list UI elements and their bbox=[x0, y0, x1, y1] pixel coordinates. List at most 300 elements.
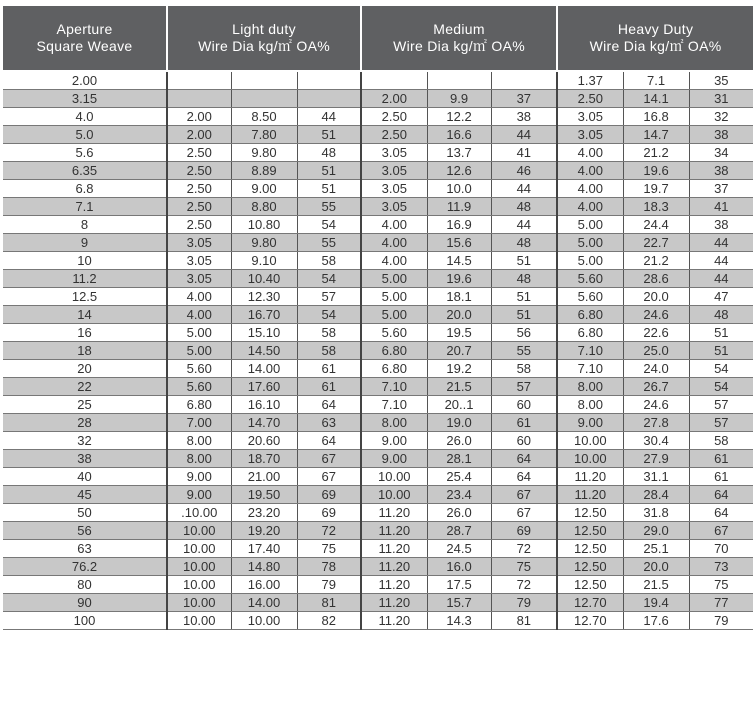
medium-wire-dia-cell: 3.05 bbox=[361, 144, 427, 162]
heavy-wire-dia-cell: 3.05 bbox=[557, 126, 623, 144]
heavy-kg-cell: 22.6 bbox=[623, 324, 689, 342]
light-wire-dia-cell: 4.00 bbox=[167, 288, 231, 306]
light-kg-cell: 10.00 bbox=[231, 612, 297, 630]
header-row bbox=[3, 6, 753, 71]
heavy-kg-cell: 25.1 bbox=[623, 540, 689, 558]
table-row bbox=[3, 450, 753, 468]
medium-wire-dia-cell: 6.80 bbox=[361, 342, 427, 360]
heavy-kg-cell: 14.1 bbox=[623, 90, 689, 108]
heavy-wire-dia-cell: 11.20 bbox=[557, 486, 623, 504]
table-row bbox=[3, 216, 753, 234]
light-oa-cell: 57 bbox=[297, 288, 361, 306]
aperture-cell: 18 bbox=[3, 342, 167, 360]
heavy-wire-dia-cell: 4.00 bbox=[557, 162, 623, 180]
light-kg-cell: 14.50 bbox=[231, 342, 297, 360]
heavy-wire-dia-cell: 7.10 bbox=[557, 342, 623, 360]
heavy-kg-cell: 16.8 bbox=[623, 108, 689, 126]
table-row bbox=[3, 594, 753, 612]
table-row bbox=[3, 378, 753, 396]
heavy-kg-cell: 30.4 bbox=[623, 432, 689, 450]
heavy-wire-dia-cell: 4.00 bbox=[557, 144, 623, 162]
heavy-oa-cell: 58 bbox=[689, 432, 753, 450]
table-row bbox=[3, 108, 753, 126]
heavy-oa-cell: 44 bbox=[689, 252, 753, 270]
table-row bbox=[3, 468, 753, 486]
light-wire-dia-cell: 10.00 bbox=[167, 576, 231, 594]
medium-kg-cell: 25.4 bbox=[427, 468, 491, 486]
light-wire-dia-cell bbox=[167, 90, 231, 108]
medium-kg-cell: 12.2 bbox=[427, 108, 491, 126]
light-wire-dia-cell: 10.00 bbox=[167, 540, 231, 558]
medium-oa-cell: 51 bbox=[491, 306, 557, 324]
medium-kg-cell: 20.0 bbox=[427, 306, 491, 324]
table-row bbox=[3, 144, 753, 162]
aperture-cell: 7.1 bbox=[3, 198, 167, 216]
table-row bbox=[3, 522, 753, 540]
light-oa-cell: 51 bbox=[297, 126, 361, 144]
medium-oa-cell: 55 bbox=[491, 342, 557, 360]
heavy-wire-dia-cell: 5.60 bbox=[557, 288, 623, 306]
medium-kg-cell: 13.7 bbox=[427, 144, 491, 162]
heavy-oa-cell: 77 bbox=[689, 594, 753, 612]
aperture-cell: 10 bbox=[3, 252, 167, 270]
light-oa-cell: 48 bbox=[297, 144, 361, 162]
medium-kg-cell: 19.2 bbox=[427, 360, 491, 378]
light-kg-cell bbox=[231, 71, 297, 90]
heavy-oa-cell: 61 bbox=[689, 450, 753, 468]
light-wire-dia-cell: .10.00 bbox=[167, 504, 231, 522]
heavy-kg-cell: 14.7 bbox=[623, 126, 689, 144]
medium-wire-dia-cell: 11.20 bbox=[361, 612, 427, 630]
medium-oa-cell bbox=[491, 71, 557, 90]
heavy-oa-cell: 32 bbox=[689, 108, 753, 126]
medium-oa-cell: 64 bbox=[491, 450, 557, 468]
medium-wire-dia-cell: 7.10 bbox=[361, 396, 427, 414]
heavy-oa-cell: 38 bbox=[689, 162, 753, 180]
light-oa-cell: 69 bbox=[297, 504, 361, 522]
heavy-kg-cell: 21.5 bbox=[623, 576, 689, 594]
medium-wire-dia-cell: 6.80 bbox=[361, 360, 427, 378]
aperture-cell: 2.00 bbox=[3, 71, 167, 90]
heavy-wire-dia-cell: 10.00 bbox=[557, 450, 623, 468]
heavy-wire-dia-cell: 5.00 bbox=[557, 252, 623, 270]
heavy-kg-cell: 31.8 bbox=[623, 504, 689, 522]
medium-oa-cell: 72 bbox=[491, 540, 557, 558]
light-oa-cell: 75 bbox=[297, 540, 361, 558]
medium-wire-dia-cell: 5.00 bbox=[361, 270, 427, 288]
heavy-oa-cell: 57 bbox=[689, 414, 753, 432]
heavy-oa-cell: 47 bbox=[689, 288, 753, 306]
medium-oa-cell: 67 bbox=[491, 486, 557, 504]
light-oa-cell: 51 bbox=[297, 162, 361, 180]
medium-kg-cell: 28.1 bbox=[427, 450, 491, 468]
light-oa-cell: 79 bbox=[297, 576, 361, 594]
medium-kg-cell: 16.6 bbox=[427, 126, 491, 144]
medium-wire-dia-cell: 11.20 bbox=[361, 504, 427, 522]
heavy-oa-cell: 48 bbox=[689, 306, 753, 324]
heavy-wire-dia-cell: 5.00 bbox=[557, 234, 623, 252]
medium-oa-cell: 69 bbox=[491, 522, 557, 540]
table-row bbox=[3, 162, 753, 180]
table-row bbox=[3, 306, 753, 324]
light-oa-cell: 54 bbox=[297, 270, 361, 288]
aperture-cell: 40 bbox=[3, 468, 167, 486]
light-wire-dia-cell: 10.00 bbox=[167, 594, 231, 612]
light-oa-cell bbox=[297, 71, 361, 90]
light-kg-cell: 8.89 bbox=[231, 162, 297, 180]
heavy-oa-cell: 61 bbox=[689, 468, 753, 486]
medium-kg-cell: 16.0 bbox=[427, 558, 491, 576]
medium-oa-cell: 60 bbox=[491, 396, 557, 414]
light-wire-dia-cell: 2.00 bbox=[167, 126, 231, 144]
heavy-duty-header: Heavy Duty Wire Dia kg/㎡ OA% bbox=[557, 6, 753, 71]
aperture-cell: 6.8 bbox=[3, 180, 167, 198]
light-wire-dia-cell: 6.80 bbox=[167, 396, 231, 414]
medium-wire-dia-cell: 2.50 bbox=[361, 108, 427, 126]
heavy-kg-cell: 24.6 bbox=[623, 396, 689, 414]
heavy-oa-cell: 70 bbox=[689, 540, 753, 558]
heavy-wire-dia-cell: 7.10 bbox=[557, 360, 623, 378]
medium-kg-cell: 21.5 bbox=[427, 378, 491, 396]
medium-wire-dia-cell: 3.05 bbox=[361, 162, 427, 180]
medium-kg-cell: 20..1 bbox=[427, 396, 491, 414]
light-wire-dia-cell: 9.00 bbox=[167, 486, 231, 504]
medium-kg-cell: 24.5 bbox=[427, 540, 491, 558]
medium-wire-dia-cell: 2.00 bbox=[361, 90, 427, 108]
medium-oa-cell: 60 bbox=[491, 432, 557, 450]
heavy-wire-dia-cell: 12.70 bbox=[557, 612, 623, 630]
table-row bbox=[3, 360, 753, 378]
medium-oa-cell: 44 bbox=[491, 216, 557, 234]
heavy-wire-dia-cell: 11.20 bbox=[557, 468, 623, 486]
medium-oa-cell: 44 bbox=[491, 180, 557, 198]
heavy-oa-cell: 57 bbox=[689, 396, 753, 414]
medium-oa-cell: 61 bbox=[491, 414, 557, 432]
aperture-cell: 38 bbox=[3, 450, 167, 468]
medium-wire-dia-cell: 9.00 bbox=[361, 450, 427, 468]
aperture-cell: 100 bbox=[3, 612, 167, 630]
medium-kg-cell: 20.7 bbox=[427, 342, 491, 360]
medium-wire-dia-cell: 5.00 bbox=[361, 288, 427, 306]
medium-wire-dia-cell: 4.00 bbox=[361, 252, 427, 270]
heavy-kg-cell: 28.4 bbox=[623, 486, 689, 504]
heavy-oa-cell: 35 bbox=[689, 71, 753, 90]
light-kg-cell: 7.80 bbox=[231, 126, 297, 144]
light-oa-cell: 67 bbox=[297, 450, 361, 468]
light-oa-cell: 78 bbox=[297, 558, 361, 576]
heavy-wire-dia-cell: 9.00 bbox=[557, 414, 623, 432]
heavy-kg-cell: 20.0 bbox=[623, 288, 689, 306]
medium-kg-cell: 28.7 bbox=[427, 522, 491, 540]
medium-oa-cell: 41 bbox=[491, 144, 557, 162]
light-kg-cell: 16.00 bbox=[231, 576, 297, 594]
light-oa-cell: 64 bbox=[297, 396, 361, 414]
heavy-oa-cell: 73 bbox=[689, 558, 753, 576]
light-kg-cell: 14.00 bbox=[231, 594, 297, 612]
heavy-kg-cell: 18.3 bbox=[623, 198, 689, 216]
light-wire-dia-cell: 2.50 bbox=[167, 144, 231, 162]
light-oa-cell: 54 bbox=[297, 306, 361, 324]
heavy-kg-cell: 21.2 bbox=[623, 252, 689, 270]
medium-kg-cell: 16.9 bbox=[427, 216, 491, 234]
heavy-wire-dia-cell: 6.80 bbox=[557, 306, 623, 324]
heavy-kg-cell: 24.0 bbox=[623, 360, 689, 378]
heavy-kg-cell: 24.6 bbox=[623, 306, 689, 324]
heavy-oa-cell: 75 bbox=[689, 576, 753, 594]
light-wire-dia-cell: 3.05 bbox=[167, 234, 231, 252]
light-wire-dia-cell: 7.00 bbox=[167, 414, 231, 432]
heavy-oa-cell: 41 bbox=[689, 198, 753, 216]
medium-header: Medium Wire Dia kg/㎡ OA% bbox=[361, 6, 557, 71]
light-oa-cell: 55 bbox=[297, 234, 361, 252]
light-kg-cell: 8.80 bbox=[231, 198, 297, 216]
light-kg-cell: 9.80 bbox=[231, 144, 297, 162]
heavy-wire-dia-cell: 3.05 bbox=[557, 108, 623, 126]
aperture-cell: 22 bbox=[3, 378, 167, 396]
light-oa-cell: 55 bbox=[297, 198, 361, 216]
heavy-oa-cell: 34 bbox=[689, 144, 753, 162]
aperture-cell: 28 bbox=[3, 414, 167, 432]
heavy-wire-dia-cell: 8.00 bbox=[557, 378, 623, 396]
heavy-oa-cell: 67 bbox=[689, 522, 753, 540]
light-kg-cell: 15.10 bbox=[231, 324, 297, 342]
light-wire-dia-cell: 5.00 bbox=[167, 342, 231, 360]
medium-kg-cell: 23.4 bbox=[427, 486, 491, 504]
light-oa-cell: 64 bbox=[297, 432, 361, 450]
heavy-wire-dia-cell: 4.00 bbox=[557, 180, 623, 198]
light-wire-dia-cell: 5.60 bbox=[167, 360, 231, 378]
aperture-cell: 12.5 bbox=[3, 288, 167, 306]
medium-oa-cell: 51 bbox=[491, 252, 557, 270]
medium-wire-dia-cell: 9.00 bbox=[361, 432, 427, 450]
medium-kg-cell: 10.0 bbox=[427, 180, 491, 198]
medium-wire-dia-cell: 7.10 bbox=[361, 378, 427, 396]
medium-wire-dia-cell: 10.00 bbox=[361, 468, 427, 486]
light-wire-dia-cell bbox=[167, 71, 231, 90]
light-wire-dia-cell: 10.00 bbox=[167, 612, 231, 630]
light-kg-cell: 16.70 bbox=[231, 306, 297, 324]
light-wire-dia-cell: 5.60 bbox=[167, 378, 231, 396]
medium-oa-cell: 67 bbox=[491, 504, 557, 522]
medium-kg-cell: 18.1 bbox=[427, 288, 491, 306]
heavy-wire-dia-cell: 12.50 bbox=[557, 504, 623, 522]
light-wire-dia-cell: 3.05 bbox=[167, 252, 231, 270]
medium-wire-dia-cell bbox=[361, 71, 427, 90]
heavy-kg-cell: 31.1 bbox=[623, 468, 689, 486]
medium-wire-dia-cell: 11.20 bbox=[361, 576, 427, 594]
heavy-kg-cell: 17.6 bbox=[623, 612, 689, 630]
medium-wire-dia-cell: 10.00 bbox=[361, 486, 427, 504]
heavy-wire-dia-cell: 1.37 bbox=[557, 71, 623, 90]
medium-kg-cell bbox=[427, 71, 491, 90]
aperture-cell: 45 bbox=[3, 486, 167, 504]
table-body bbox=[3, 71, 753, 630]
heavy-wire-dia-cell: 4.00 bbox=[557, 198, 623, 216]
medium-oa-cell: 48 bbox=[491, 270, 557, 288]
medium-oa-cell: 72 bbox=[491, 576, 557, 594]
medium-oa-cell: 38 bbox=[491, 108, 557, 126]
light-oa-cell: 69 bbox=[297, 486, 361, 504]
light-wire-dia-cell: 2.50 bbox=[167, 162, 231, 180]
light-wire-dia-cell: 2.50 bbox=[167, 216, 231, 234]
heavy-oa-cell: 44 bbox=[689, 270, 753, 288]
heavy-wire-dia-cell: 10.00 bbox=[557, 432, 623, 450]
aperture-cell: 11.2 bbox=[3, 270, 167, 288]
heavy-wire-dia-cell: 12.70 bbox=[557, 594, 623, 612]
heavy-wire-dia-cell: 12.50 bbox=[557, 540, 623, 558]
heavy-oa-cell: 79 bbox=[689, 612, 753, 630]
heavy-kg-cell: 24.4 bbox=[623, 216, 689, 234]
heavy-wire-dia-cell: 12.50 bbox=[557, 558, 623, 576]
aperture-cell: 25 bbox=[3, 396, 167, 414]
light-kg-cell: 17.60 bbox=[231, 378, 297, 396]
aperture-cell: 32 bbox=[3, 432, 167, 450]
medium-oa-cell: 37 bbox=[491, 90, 557, 108]
light-kg-cell: 9.80 bbox=[231, 234, 297, 252]
aperture-cell: 20 bbox=[3, 360, 167, 378]
medium-kg-cell: 19.6 bbox=[427, 270, 491, 288]
light-oa-cell: 81 bbox=[297, 594, 361, 612]
medium-kg-cell: 15.7 bbox=[427, 594, 491, 612]
light-oa-cell: 72 bbox=[297, 522, 361, 540]
medium-kg-cell: 19.0 bbox=[427, 414, 491, 432]
light-wire-dia-cell: 5.00 bbox=[167, 324, 231, 342]
heavy-wire-dia-cell: 5.00 bbox=[557, 216, 623, 234]
heavy-wire-dia-cell: 5.60 bbox=[557, 270, 623, 288]
medium-oa-cell: 44 bbox=[491, 126, 557, 144]
medium-wire-dia-cell: 3.05 bbox=[361, 180, 427, 198]
heavy-kg-cell: 20.0 bbox=[623, 558, 689, 576]
light-oa-cell: 61 bbox=[297, 360, 361, 378]
heavy-wire-dia-cell: 2.50 bbox=[557, 90, 623, 108]
light-kg-cell: 23.20 bbox=[231, 504, 297, 522]
medium-kg-cell: 9.9 bbox=[427, 90, 491, 108]
medium-oa-cell: 48 bbox=[491, 198, 557, 216]
aperture-cell: 90 bbox=[3, 594, 167, 612]
heavy-wire-dia-cell: 6.80 bbox=[557, 324, 623, 342]
light-kg-cell: 18.70 bbox=[231, 450, 297, 468]
light-kg-cell bbox=[231, 90, 297, 108]
heavy-kg-cell: 21.2 bbox=[623, 144, 689, 162]
medium-kg-cell: 11.9 bbox=[427, 198, 491, 216]
heavy-oa-cell: 44 bbox=[689, 234, 753, 252]
table-row bbox=[3, 414, 753, 432]
light-oa-cell: 58 bbox=[297, 324, 361, 342]
aperture-header: Aperture Square Weave bbox=[3, 6, 167, 71]
table-row bbox=[3, 288, 753, 306]
heavy-oa-cell: 54 bbox=[689, 360, 753, 378]
medium-wire-dia-cell: 11.20 bbox=[361, 594, 427, 612]
light-oa-cell: 58 bbox=[297, 252, 361, 270]
mesh-spec-table bbox=[3, 6, 753, 630]
medium-wire-dia-cell: 4.00 bbox=[361, 216, 427, 234]
medium-oa-cell: 75 bbox=[491, 558, 557, 576]
light-wire-dia-cell: 3.05 bbox=[167, 270, 231, 288]
aperture-cell: 76.2 bbox=[3, 558, 167, 576]
medium-kg-cell: 26.0 bbox=[427, 432, 491, 450]
aperture-cell: 80 bbox=[3, 576, 167, 594]
medium-oa-cell: 64 bbox=[491, 468, 557, 486]
medium-oa-cell: 46 bbox=[491, 162, 557, 180]
medium-wire-dia-cell: 5.00 bbox=[361, 306, 427, 324]
heavy-oa-cell: 51 bbox=[689, 342, 753, 360]
aperture-cell: 16 bbox=[3, 324, 167, 342]
heavy-kg-cell: 19.7 bbox=[623, 180, 689, 198]
medium-wire-dia-cell: 3.05 bbox=[361, 198, 427, 216]
medium-wire-dia-cell: 5.60 bbox=[361, 324, 427, 342]
heavy-oa-cell: 38 bbox=[689, 126, 753, 144]
light-wire-dia-cell: 8.00 bbox=[167, 432, 231, 450]
light-wire-dia-cell: 2.00 bbox=[167, 108, 231, 126]
table-row bbox=[3, 126, 753, 144]
aperture-cell: 6.35 bbox=[3, 162, 167, 180]
light-oa-cell: 58 bbox=[297, 342, 361, 360]
table-row bbox=[3, 342, 753, 360]
light-wire-dia-cell: 2.50 bbox=[167, 198, 231, 216]
aperture-cell: 63 bbox=[3, 540, 167, 558]
aperture-cell: 5.0 bbox=[3, 126, 167, 144]
medium-kg-cell: 26.0 bbox=[427, 504, 491, 522]
medium-kg-cell: 14.3 bbox=[427, 612, 491, 630]
light-kg-cell: 17.40 bbox=[231, 540, 297, 558]
medium-kg-cell: 19.5 bbox=[427, 324, 491, 342]
heavy-kg-cell: 27.9 bbox=[623, 450, 689, 468]
table-row bbox=[3, 180, 753, 198]
medium-oa-cell: 58 bbox=[491, 360, 557, 378]
medium-wire-dia-cell: 8.00 bbox=[361, 414, 427, 432]
table-row bbox=[3, 396, 753, 414]
medium-oa-cell: 57 bbox=[491, 378, 557, 396]
medium-kg-cell: 12.6 bbox=[427, 162, 491, 180]
table-row bbox=[3, 540, 753, 558]
aperture-cell: 14 bbox=[3, 306, 167, 324]
light-wire-dia-cell: 10.00 bbox=[167, 522, 231, 540]
light-kg-cell: 14.70 bbox=[231, 414, 297, 432]
heavy-wire-dia-cell: 12.50 bbox=[557, 522, 623, 540]
table-row bbox=[3, 486, 753, 504]
table-row bbox=[3, 71, 753, 90]
light-kg-cell: 12.30 bbox=[231, 288, 297, 306]
table-row bbox=[3, 270, 753, 288]
medium-kg-cell: 15.6 bbox=[427, 234, 491, 252]
light-oa-cell: 54 bbox=[297, 216, 361, 234]
light-oa-cell: 61 bbox=[297, 378, 361, 396]
aperture-cell: 4.0 bbox=[3, 108, 167, 126]
heavy-kg-cell: 19.6 bbox=[623, 162, 689, 180]
light-oa-cell: 67 bbox=[297, 468, 361, 486]
heavy-kg-cell: 29.0 bbox=[623, 522, 689, 540]
heavy-kg-cell: 28.6 bbox=[623, 270, 689, 288]
medium-oa-cell: 79 bbox=[491, 594, 557, 612]
heavy-kg-cell: 27.8 bbox=[623, 414, 689, 432]
light-kg-cell: 10.40 bbox=[231, 270, 297, 288]
heavy-kg-cell: 22.7 bbox=[623, 234, 689, 252]
table-row bbox=[3, 432, 753, 450]
medium-wire-dia-cell: 11.20 bbox=[361, 558, 427, 576]
heavy-oa-cell: 37 bbox=[689, 180, 753, 198]
light-kg-cell: 16.10 bbox=[231, 396, 297, 414]
heavy-oa-cell: 64 bbox=[689, 504, 753, 522]
light-wire-dia-cell: 4.00 bbox=[167, 306, 231, 324]
medium-oa-cell: 56 bbox=[491, 324, 557, 342]
light-oa-cell: 82 bbox=[297, 612, 361, 630]
heavy-oa-cell: 38 bbox=[689, 216, 753, 234]
light-kg-cell: 14.80 bbox=[231, 558, 297, 576]
light-oa-cell: 51 bbox=[297, 180, 361, 198]
light-kg-cell: 19.20 bbox=[231, 522, 297, 540]
light-wire-dia-cell: 9.00 bbox=[167, 468, 231, 486]
light-kg-cell: 14.00 bbox=[231, 360, 297, 378]
